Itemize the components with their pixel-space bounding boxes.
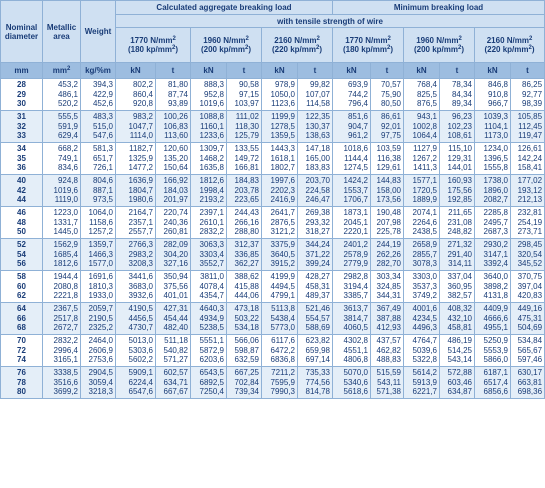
min-1770-t-cell: 70,57 75,90 80,50 — [371, 79, 404, 111]
nominal-diameter-cell: 31 32 33 — [1, 111, 43, 143]
nominal-diameter-cell: 70 72 74 — [1, 335, 43, 367]
min-1960-t-cell: 271,32 291,40 314,11 — [440, 239, 475, 271]
metallic-area-cell: 453,2 486,1 520,2 — [43, 79, 81, 111]
unit-t: t — [156, 63, 191, 79]
calc-1770-t-cell: 81,80 87,74 93,89 — [156, 79, 191, 111]
calc-1960-t-cell: 244,43 266,16 288,80 — [227, 207, 262, 239]
weight-cell: 394,3 422,9 452,6 — [81, 79, 116, 111]
min-2160-t-cell: 449,16 475,31 504,69 — [511, 303, 545, 335]
calc-2160-t-cell: 122,35 130,37 138,63 — [298, 111, 333, 143]
table-row — [1, 111, 545, 143]
calc-1960-kn-cell: 3811,0 4078,4 4354,7 — [191, 271, 227, 303]
calc-2160-t-cell: 147,18 165,00 183,83 — [298, 143, 333, 175]
min-2160-kn-cell: 2930,2 3147,1 3392,4 — [475, 239, 511, 271]
min-1770-t-cell: 244,19 262,26 282,70 — [371, 239, 404, 271]
calc-2160-kn-cell: 4199,9 4494,5 4799,1 — [262, 271, 298, 303]
calc-1960-kn-cell: 2397,1 2610,1 2832,2 — [191, 207, 227, 239]
min-1960-t-cell: 78,34 84,34 89,34 — [440, 79, 475, 111]
header-minimum-breaking: Minimum breaking load — [333, 1, 545, 15]
table-row — [1, 143, 545, 175]
calc-1960-t-cell: 184,83 203,78 223,65 — [227, 175, 262, 207]
calc-1770-t-cell: 350,94 375,56 401,01 — [156, 271, 191, 303]
min-1960-t-cell: 96,23 102,23 108,61 — [440, 111, 475, 143]
metallic-area-cell: 3338,5 3516,6 3699,2 — [43, 367, 81, 399]
min-1960-t-cell: 572,88 603,46 634,87 — [440, 367, 475, 399]
calc-1960-t-cell: 667,25 702,84 739,34 — [227, 367, 262, 399]
header-calculated-aggregate: Calculated aggregate breaking load — [116, 1, 333, 15]
header-strength-grade: 1960 $N/mm^2$ (200 $kp/mm^2$) — [191, 28, 262, 63]
calc-2160-kn-cell: 1199,9 1278,5 1359,5 — [262, 111, 298, 143]
calc-1770-t-cell: 602,57 634,71 667,67 — [156, 367, 191, 399]
calc-1960-t-cell: 312,37 336,85 362,27 — [227, 239, 262, 271]
min-2160-t-cell: 630,17 663,81 698,36 — [511, 367, 545, 399]
weight-cell: 483,3 515,0 547,6 — [81, 111, 116, 143]
min-2160-t-cell: 105,85 112,45 119,47 — [511, 111, 545, 143]
unit-kn: kN — [191, 63, 227, 79]
min-1770-t-cell: 303,34 324,85 344,31 — [371, 271, 404, 303]
unit-t: t — [511, 63, 545, 79]
min-1770-kn-cell: 3613,7 3814,7 4060,5 — [333, 303, 371, 335]
min-1960-kn-cell: 2074,1 2264,6 2438,5 — [404, 207, 440, 239]
unit-kn: kN — [333, 63, 371, 79]
unit-kn: kN — [475, 63, 511, 79]
min-1960-t-cell: 486,19 514,25 543,14 — [440, 335, 475, 367]
header-strength-grade: 1960 $N/mm^2$ (200 $kp/mm^2$) — [404, 28, 475, 63]
header-strength-grade: 2160 $N/mm^2$ (220 $kp/mm^2$) — [262, 28, 333, 63]
calc-1770-kn-cell: 983,2 1047,7 1114,0 — [116, 111, 156, 143]
min-1770-t-cell: 103,59 116,38 129,61 — [371, 143, 404, 175]
weight-cell: 1359,7 1466,3 1577,0 — [81, 239, 116, 271]
header-nominal-diameter: Nominal diameter — [1, 1, 43, 63]
metallic-area-cell: 555,5 591,9 629,4 — [43, 111, 81, 143]
min-2160-kn-cell: 1039,3 1104,1 1173,0 — [475, 111, 511, 143]
min-1770-kn-cell: 1018,6 1144,4 1274,5 — [333, 143, 371, 175]
calc-1770-kn-cell: 2164,7 2357,1 2557,7 — [116, 207, 156, 239]
calc-2160-t-cell: 269,38 293,32 318,27 — [298, 207, 333, 239]
min-1960-kn-cell: 943,1 1002,8 1064,4 — [404, 111, 440, 143]
min-1770-kn-cell: 1424,2 1553,7 1706,7 — [333, 175, 371, 207]
calc-2160-t-cell: 428,27 458,31 489,37 — [298, 271, 333, 303]
header-weight: Weight — [81, 1, 116, 63]
calc-1960-kn-cell: 5551,1 5872,9 6203,6 — [191, 335, 227, 367]
calc-1770-t-cell: 120,60 135,20 150,64 — [156, 143, 191, 175]
calc-1770-kn-cell: 5013,0 5303,6 5602,2 — [116, 335, 156, 367]
calc-1960-kn-cell: 888,3 952,8 1019,6 — [191, 79, 227, 111]
min-2160-t-cell: 370,75 397,04 420,83 — [511, 271, 545, 303]
calc-2160-kn-cell: 7211,2 7595,9 7990,3 — [262, 367, 298, 399]
min-2160-t-cell: 126,61 142,24 158,41 — [511, 143, 545, 175]
min-1770-kn-cell: 851,6 904,7 961,2 — [333, 111, 371, 143]
calc-1960-t-cell: 133,55 149,72 166,81 — [227, 143, 262, 175]
min-2160-kn-cell: 5250,9 5553,9 5866,0 — [475, 335, 511, 367]
min-2160-t-cell: 298,45 320,54 345,52 — [511, 239, 545, 271]
nominal-diameter-cell: 28 29 30 — [1, 79, 43, 111]
calc-2160-kn-cell: 3375,9 3640,5 3915,2 — [262, 239, 298, 271]
table-row — [1, 175, 545, 207]
table-body — [1, 79, 545, 399]
calc-2160-t-cell: 735,33 774,56 814,78 — [298, 367, 333, 399]
calc-2160-kn-cell: 978,9 1050,0 1123,6 — [262, 79, 298, 111]
min-1960-kn-cell: 768,4 825,5 876,5 — [404, 79, 440, 111]
calc-1770-kn-cell: 2766,3 2983,2 3208,3 — [116, 239, 156, 271]
min-1960-t-cell: 115,10 129,31 144,01 — [440, 143, 475, 175]
metallic-area-cell: 2367,5 2517,8 2672,7 — [43, 303, 81, 335]
nominal-diameter-cell: 34 35 36 — [1, 143, 43, 175]
min-1770-t-cell: 144,83 158,00 173,56 — [371, 175, 404, 207]
table-row — [1, 207, 545, 239]
unit-mm: mm — [1, 63, 43, 79]
metallic-area-cell: 924,8 1019,6 1119,0 — [43, 175, 81, 207]
calc-1960-kn-cell: 6543,5 6892,5 7250,4 — [191, 367, 227, 399]
min-1770-kn-cell: 5070,0 5340,6 5618,6 — [333, 367, 371, 399]
min-1770-kn-cell: 4302,8 4551,1 4806,8 — [333, 335, 371, 367]
table-header — [1, 1, 545, 79]
min-1960-kn-cell: 1577,1 1720,5 1889,9 — [404, 175, 440, 207]
calc-1770-t-cell: 220,74 240,36 260,81 — [156, 207, 191, 239]
unit-row — [1, 63, 545, 79]
calc-2160-t-cell: 344,24 371,22 399,24 — [298, 239, 333, 271]
min-2160-t-cell: 232,81 254,19 273,71 — [511, 207, 545, 239]
min-1960-t-cell: 337,04 360,95 382,57 — [440, 271, 475, 303]
header-strength-grade: 2160 $N/mm^2$ (220 $kp/mm^2$) — [475, 28, 545, 63]
nominal-diameter-cell: 76 78 80 — [1, 367, 43, 399]
calc-2160-t-cell: 99,82 107,07 114,58 — [298, 79, 333, 111]
min-1770-kn-cell: 2982,8 3194,4 3385,7 — [333, 271, 371, 303]
calc-2160-kn-cell: 1443,3 1618,1 1802,7 — [262, 143, 298, 175]
unit-kn: kN — [116, 63, 156, 79]
header-tensile-strength: with tensile strength of wire — [116, 15, 545, 28]
min-2160-t-cell: 534,84 565,67 597,46 — [511, 335, 545, 367]
min-2160-kn-cell: 846,8 910,8 966,7 — [475, 79, 511, 111]
min-1960-kn-cell: 4001,6 4234,5 4496,3 — [404, 303, 440, 335]
min-2160-kn-cell: 4409,9 4666,6 4955,1 — [475, 303, 511, 335]
unit-t: t — [371, 63, 404, 79]
min-2160-t-cell: 177,02 193,12 212,13 — [511, 175, 545, 207]
weight-cell: 1064,0 1158,6 1257,2 — [81, 207, 116, 239]
metallic-area-cell: 1944,4 2080,8 2221,8 — [43, 271, 81, 303]
weight-cell: 1691,6 1810,3 1933,0 — [81, 271, 116, 303]
calc-1770-t-cell: 282,09 304,20 327,16 — [156, 239, 191, 271]
table-row — [1, 239, 545, 271]
nominal-diameter-cell: 58 60 62 — [1, 271, 43, 303]
min-1770-kn-cell: 1873,1 2045,1 2220,1 — [333, 207, 371, 239]
calc-1960-kn-cell: 1088,8 1160,1 1233,6 — [191, 111, 227, 143]
min-1960-t-cell: 160,93 175,56 192,85 — [440, 175, 475, 207]
min-1960-kn-cell: 4764,7 5039,6 5322,8 — [404, 335, 440, 367]
calc-1960-t-cell: 566,06 598,87 632,59 — [227, 335, 262, 367]
weight-cell: 2904,5 3059,4 3218,3 — [81, 367, 116, 399]
unit-kg-per-100m: kg/%m — [81, 63, 116, 79]
metallic-area-cell: 1223,0 1331,7 1445,0 — [43, 207, 81, 239]
metallic-area-cell: 668,2 749,1 834,6 — [43, 143, 81, 175]
min-1960-t-cell: 211,65 231,08 248,82 — [440, 207, 475, 239]
calc-1960-t-cell: 388,62 415,88 444,06 — [227, 271, 262, 303]
min-2160-kn-cell: 6187,1 6517,4 6856,6 — [475, 367, 511, 399]
table-row — [1, 303, 545, 335]
nominal-diameter-cell: 52 54 56 — [1, 239, 43, 271]
calc-1960-t-cell: 473,18 503,22 534,18 — [227, 303, 262, 335]
calc-2160-t-cell: 521,46 554,57 588,69 — [298, 303, 333, 335]
calc-2160-kn-cell: 6117,6 6472,2 6836,8 — [262, 335, 298, 367]
min-2160-t-cell: 86,25 92,77 98,39 — [511, 79, 545, 111]
header-metallic-area: Metallic area — [43, 1, 81, 63]
unit-kn: kN — [404, 63, 440, 79]
weight-cell: 581,3 651,7 726,1 — [81, 143, 116, 175]
calc-1960-t-cell: 111,02 118,30 125,79 — [227, 111, 262, 143]
calc-1960-kn-cell: 4640,3 4934,9 5238,5 — [191, 303, 227, 335]
table-row — [1, 79, 545, 111]
min-1770-kn-cell: 2401,2 2578,9 2779,9 — [333, 239, 371, 271]
calc-1960-kn-cell: 1812,6 1998,4 2193,2 — [191, 175, 227, 207]
header-strength-grade: 1770 $N/mm^2$ (180 $kp/mm^2$) — [116, 28, 191, 63]
calc-2160-kn-cell: 2641,7 2876,5 3121,2 — [262, 207, 298, 239]
unit-mm2: $mm^2$ — [43, 63, 81, 79]
calc-1770-t-cell: 427,31 454,44 482,40 — [156, 303, 191, 335]
header-strength-grade: 1770 $N/mm^2$ (180 $kp/mm^2$) — [333, 28, 404, 63]
calc-1770-kn-cell: 1182,7 1325,9 1477,2 — [116, 143, 156, 175]
weight-cell: 2464,0 2606,9 2753,6 — [81, 335, 116, 367]
table-row — [1, 271, 545, 303]
min-1770-t-cell: 86,61 92,01 97,75 — [371, 111, 404, 143]
weight-cell: 2059,7 2190,5 2325,2 — [81, 303, 116, 335]
calc-1770-kn-cell: 4190,5 4456,5 4730,7 — [116, 303, 156, 335]
weight-cell: 804,6 887,1 973,5 — [81, 175, 116, 207]
min-1770-t-cell: 437,57 462,82 488,83 — [371, 335, 404, 367]
calc-1770-t-cell: 511,18 540,82 571,27 — [156, 335, 191, 367]
nominal-diameter-cell: 40 42 44 — [1, 175, 43, 207]
calc-2160-kn-cell: 1997,6 2202,3 2416,9 — [262, 175, 298, 207]
calc-1960-t-cell: 90,58 97,15 103,97 — [227, 79, 262, 111]
min-2160-kn-cell: 1234,0 1396,5 1555,8 — [475, 143, 511, 175]
nominal-diameter-cell: 46 48 50 — [1, 207, 43, 239]
unit-t: t — [227, 63, 262, 79]
metallic-area-cell: 1562,9 1685,4 1812,6 — [43, 239, 81, 271]
calc-1770-kn-cell: 802,2 860,4 920,8 — [116, 79, 156, 111]
calc-1770-kn-cell: 3441,6 3683,0 3932,6 — [116, 271, 156, 303]
calc-2160-t-cell: 623,82 659,98 697,14 — [298, 335, 333, 367]
min-1770-kn-cell: 693,9 744,2 796,4 — [333, 79, 371, 111]
table-row — [1, 335, 545, 367]
calc-2160-t-cell: 203,70 224,58 246,47 — [298, 175, 333, 207]
unit-kn: kN — [262, 63, 298, 79]
min-1960-kn-cell: 1127,9 1267,2 1411,3 — [404, 143, 440, 175]
min-2160-kn-cell: 3640,0 3898,2 4131,8 — [475, 271, 511, 303]
min-1770-t-cell: 515,59 543,11 571,38 — [371, 367, 404, 399]
calc-1960-kn-cell: 1309,7 1468,2 1635,8 — [191, 143, 227, 175]
calc-2160-kn-cell: 5113,8 5438,4 5773,0 — [262, 303, 298, 335]
min-1960-kn-cell: 2658,9 2855,7 3078,3 — [404, 239, 440, 271]
unit-t: t — [298, 63, 333, 79]
calc-1960-kn-cell: 3063,3 3303,4 3552,7 — [191, 239, 227, 271]
calc-1770-t-cell: 166,92 184,03 201,97 — [156, 175, 191, 207]
calc-1770-kn-cell: 5909,1 6224,4 6547,6 — [116, 367, 156, 399]
min-1960-kn-cell: 5614,2 5913,9 6221,7 — [404, 367, 440, 399]
min-2160-kn-cell: 2285,8 2495,7 2687,3 — [475, 207, 511, 239]
metallic-area-cell: 2832,2 2996,4 3165,1 — [43, 335, 81, 367]
min-1960-t-cell: 408,32 432,10 458,81 — [440, 303, 475, 335]
calc-1770-kn-cell: 1636,9 1804,7 1980,6 — [116, 175, 156, 207]
unit-t: t — [440, 63, 475, 79]
nominal-diameter-cell: 64 66 68 — [1, 303, 43, 335]
min-2160-kn-cell: 1738,0 1896,0 2082,7 — [475, 175, 511, 207]
min-1960-kn-cell: 3303,0 3537,3 3749,2 — [404, 271, 440, 303]
min-1770-t-cell: 367,49 387,88 412,93 — [371, 303, 404, 335]
table-row — [1, 367, 545, 399]
calc-1770-t-cell: 100,26 106,83 113,60 — [156, 111, 191, 143]
min-1770-t-cell: 190,48 207,98 225,78 — [371, 207, 404, 239]
